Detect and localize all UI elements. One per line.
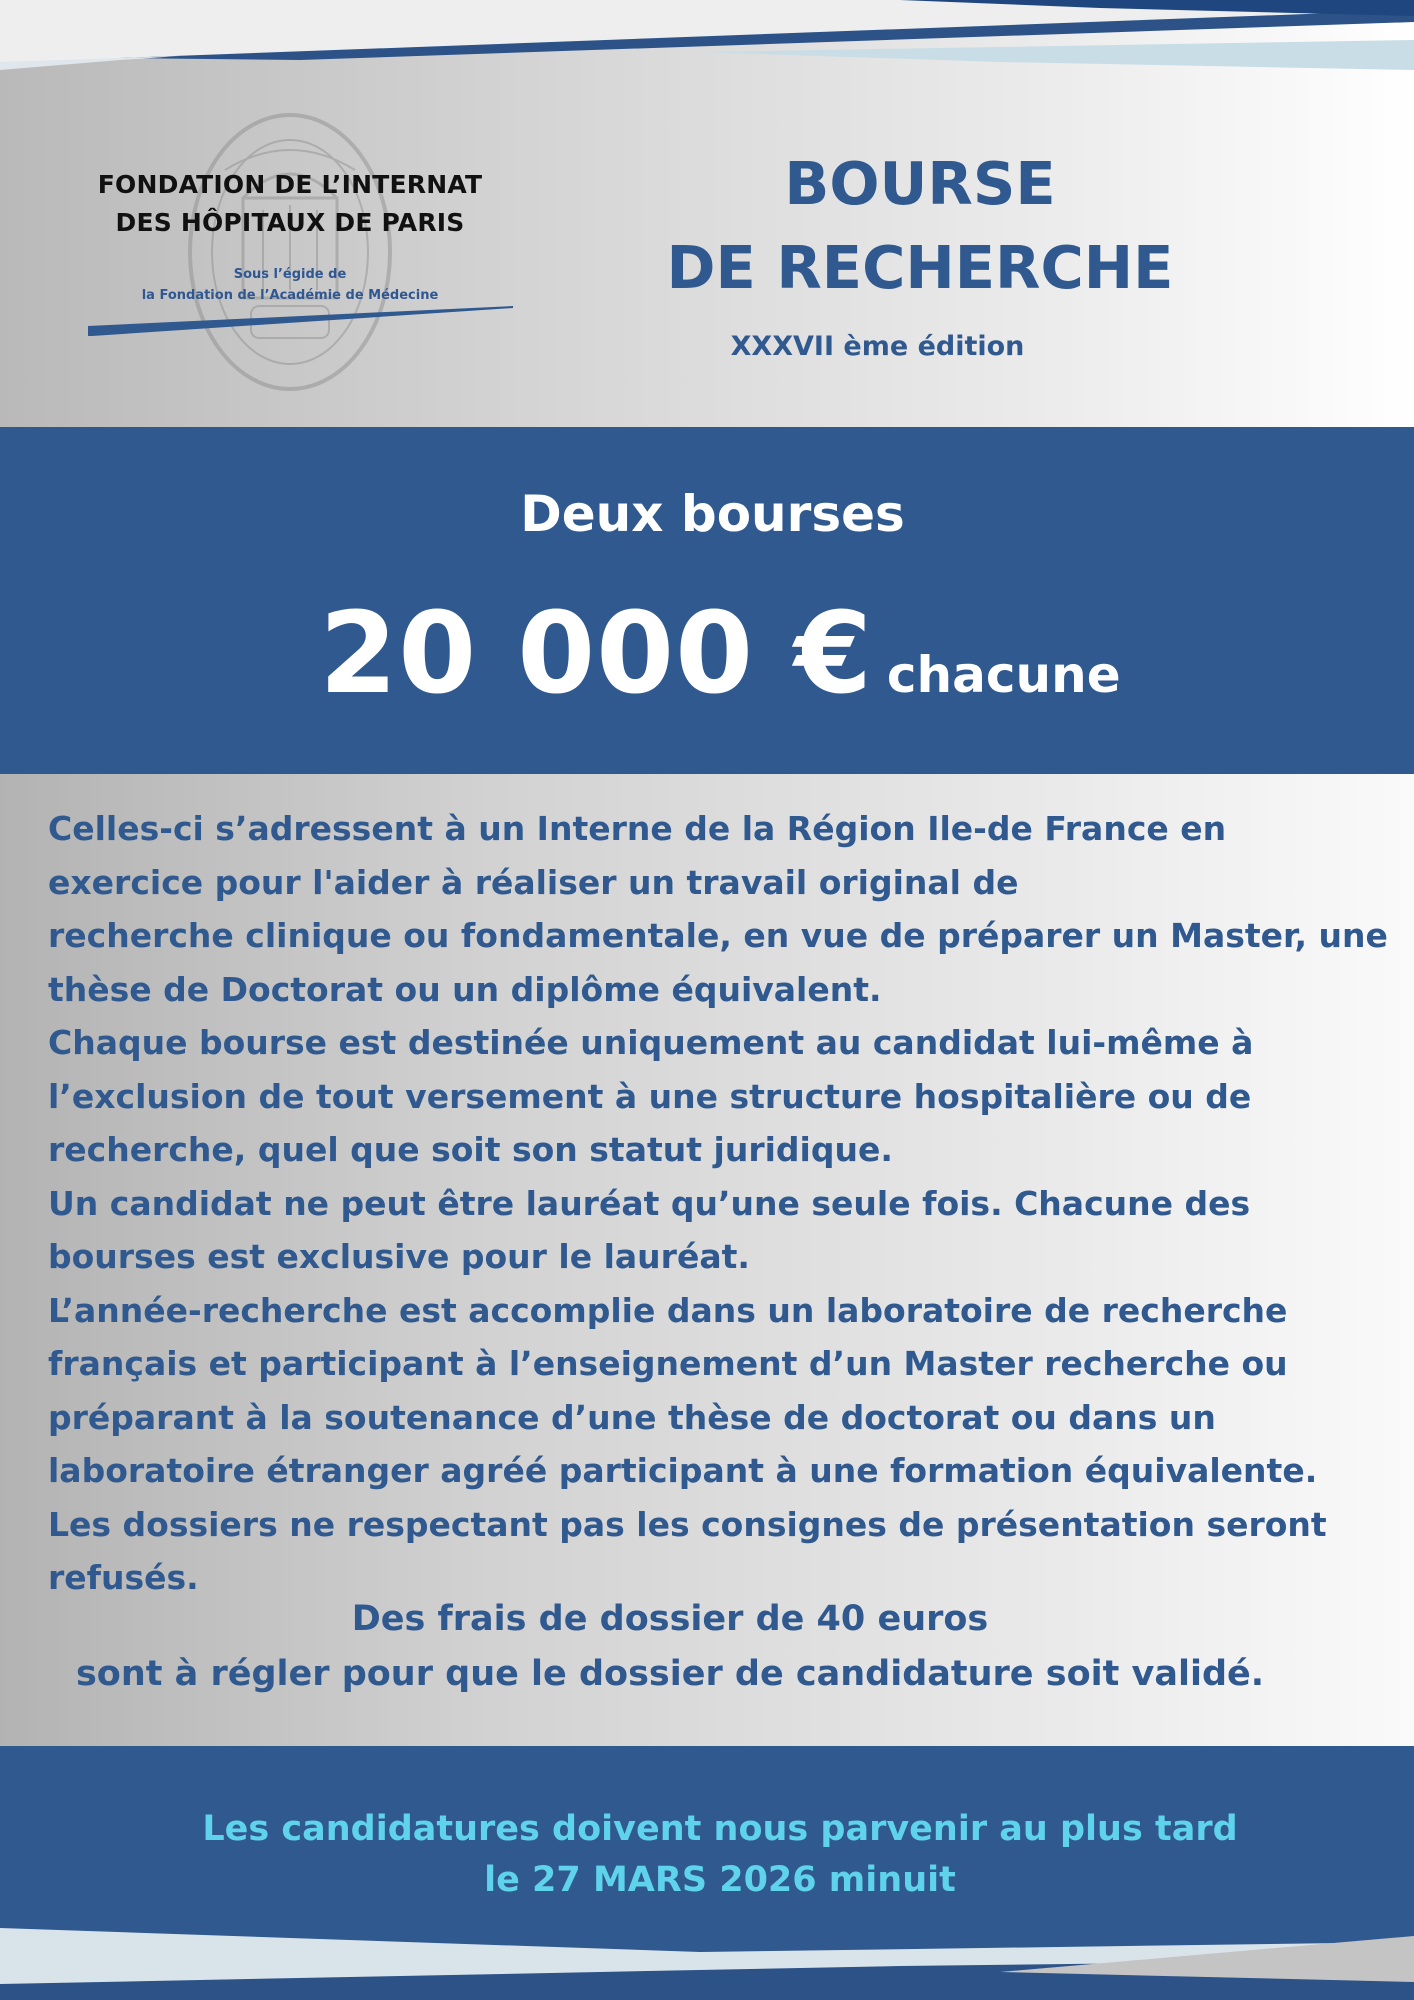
condition-paragraph: recherche clinique ou fondamentale, en vue de préparer un Master, une thèse de Doctorat ou un diplôme équivalent. — [48, 916, 1388, 1009]
page-title — [600, 142, 1240, 310]
fees-line-1: Des frais de dossier de 40 euros — [351, 1599, 989, 1639]
grant-amount-band — [0, 427, 1414, 774]
title-line-1: BOURSE — [784, 149, 1056, 218]
organization-subtitle — [60, 264, 520, 306]
logo-underline — [88, 306, 513, 338]
fees-line-2: sont à régler pour que le dossier de candidature soit validé. — [75, 1654, 1265, 1694]
deadline-text — [0, 1804, 1414, 1906]
deadline-footer — [0, 1746, 1414, 2000]
grant-each-label: chacune — [886, 646, 1121, 704]
title-line-2: DE RECHERCHE — [666, 233, 1174, 302]
grant-count: Deux bourses — [520, 485, 905, 543]
grant-amount-line — [0, 589, 1414, 719]
org-sub-line-1: Sous l’égide de — [233, 267, 347, 282]
fees-notice — [0, 1592, 1340, 1702]
condition-paragraph: Celles-ci s’adressent à un Interne de la Région Ile-de France en exercice pour l'aider à réaliser un travail original de — [48, 809, 1227, 902]
condition-paragraph: Chaque bourse est destinée uniquement au candidat lui-même à l’exclusion de tout versement à une structure hospitalière ou de recherche, quel que soit son statut juridique. — [48, 1023, 1254, 1169]
org-name-line-1: FONDATION DE L’INTERNAT — [97, 170, 483, 199]
org-name-line-2: DES HÔPITAUX DE PARIS — [115, 208, 465, 237]
deadline-date: le 27 MARS 2026 minuit — [484, 1860, 956, 1900]
deadline-line-1: Les candidatures doivent nous parvenir au plus tard — [202, 1809, 1238, 1849]
internat-seal-logo — [185, 110, 395, 395]
edition-label: XXXVII ème édition — [730, 331, 1025, 362]
organization-name — [60, 166, 520, 242]
conditions-text — [48, 802, 1388, 1605]
top-wave-decoration — [0, 0, 1414, 80]
grant-amount: 20 000 € — [319, 589, 873, 719]
org-sub-line-2: la Fondation de l’Académie de Médecine — [141, 288, 439, 303]
condition-paragraph: Un candidat ne peut être lauréat qu’une seule fois. Chacune des bourses est exclusive pour le lauréat. — [48, 1183, 1251, 1276]
conditions-section — [0, 774, 1414, 1746]
header — [0, 0, 1414, 427]
condition-paragraph: L’année-recherche est accomplie dans un laboratoire de recherche français et participant à l’enseignement d’un Master recherche ou préparant à la soutenance d’une thèse de doctorat ou dans un laboratoire étranger agréé participant à une formation équivalente. — [48, 1290, 1318, 1490]
condition-paragraph: Les dossiers ne respectant pas les consignes de présentation seront refusés. — [48, 1504, 1327, 1597]
